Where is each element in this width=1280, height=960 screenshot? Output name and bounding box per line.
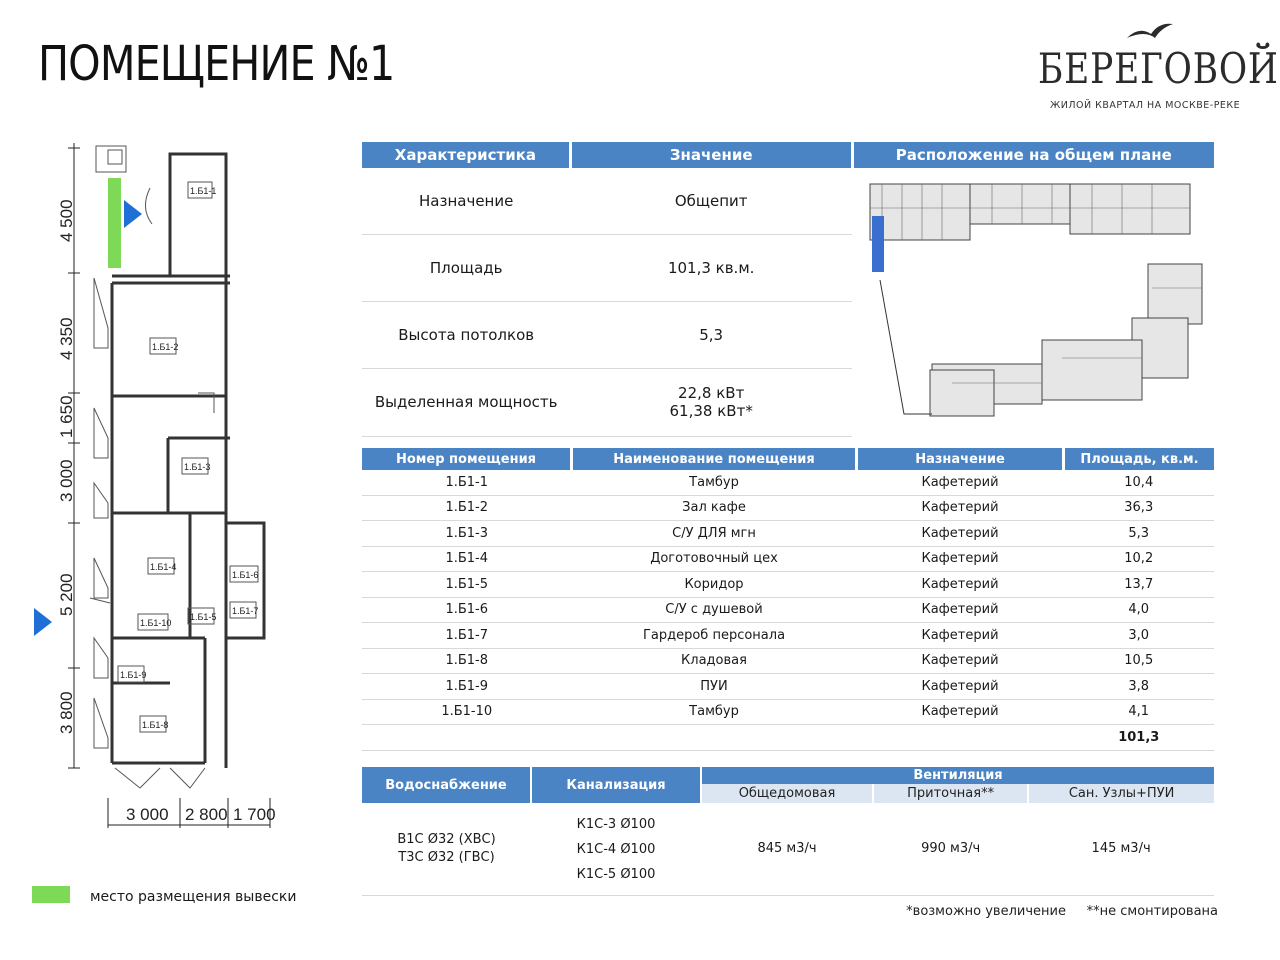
room-purpose: Кафетерий: [857, 521, 1064, 547]
room-tag: 1.Б1-9: [120, 670, 147, 680]
room-name: Доготовочный цех: [572, 546, 857, 572]
room-area: 4,0: [1064, 597, 1215, 623]
room-number: 1.Б1-4: [362, 546, 572, 572]
floor-plan: [30, 138, 280, 838]
char-value: 101,3 кв.м.: [570, 235, 852, 302]
characteristics-table: [362, 142, 1214, 437]
room-number: 1.Б1-1: [362, 470, 572, 495]
power-value-2: 61,38 кВт*: [669, 402, 753, 421]
power-value-1: 22,8 кВт: [678, 384, 745, 403]
room-tag: 1.Б1-10: [140, 618, 172, 628]
header-ventilation: Вентиляция: [701, 767, 1214, 784]
sewer-line: К1С-4 Ø100: [576, 841, 656, 857]
room-name: ПУИ: [572, 674, 857, 700]
dim-horizontal-2: 2 800: [185, 805, 228, 824]
water-line: В1С Ø32 (ХВС): [397, 832, 496, 847]
char-value: [570, 369, 852, 436]
dim-vertical-6: 3 800: [57, 691, 76, 734]
room-purpose: Кафетерий: [857, 572, 1064, 598]
room-number: 1.Б1-8: [362, 648, 572, 674]
vent-sub-1: Общедомовая: [701, 784, 873, 803]
entrance-arrow-icon: [34, 608, 52, 636]
char-key: Выделенная мощность: [362, 369, 570, 436]
vent-value: 145 м3/ч: [1028, 803, 1214, 896]
dim-vertical-1: 4 500: [57, 199, 76, 242]
header-water: Водоснабжение: [362, 767, 531, 803]
room-number: 1.Б1-7: [362, 623, 572, 649]
footnote: *возможно увеличение **не смонтирована: [906, 904, 1218, 919]
room-purpose: Кафетерий: [857, 648, 1064, 674]
room-purpose: Кафетерий: [857, 495, 1064, 521]
total-spacer: [857, 725, 1064, 751]
brand-logo: [1030, 20, 1279, 115]
total-area: 101,3: [1064, 725, 1215, 751]
table-row: [362, 495, 1214, 521]
sewer-line: К1С-3 Ø100: [576, 816, 656, 832]
site-map: [852, 168, 1214, 436]
room-tag: 1.Б1-8: [142, 720, 169, 730]
room-name: Кладовая: [572, 648, 857, 674]
water-cell: [362, 803, 531, 896]
room-name: Коридор: [572, 572, 857, 598]
room-purpose: Кафетерий: [857, 597, 1064, 623]
room-area: 10,2: [1064, 546, 1215, 572]
room-tag: 1.Б1-3: [184, 462, 211, 472]
header-room-number: Номер помещения: [362, 448, 572, 470]
room-name: Зал кафе: [572, 495, 857, 521]
room-number: 1.Б1-10: [362, 699, 572, 725]
sewer-cell: [531, 803, 701, 896]
room-tag: 1.Б1-4: [150, 562, 177, 572]
vent-sub-2: Приточная**: [873, 784, 1028, 803]
char-key: Высота потолков: [362, 302, 570, 369]
table-row: [362, 674, 1214, 700]
seagull-icon: [1125, 20, 1175, 42]
page-title: ПОМЕЩЕНИЕ №1: [38, 36, 395, 92]
engineering-table: [362, 767, 1214, 896]
room-number: 1.Б1-5: [362, 572, 572, 598]
room-tag: 1.Б1-1: [190, 186, 217, 196]
room-number: 1.Б1-2: [362, 495, 572, 521]
room-name: С/У с душевой: [572, 597, 857, 623]
room-area: 10,5: [1064, 648, 1215, 674]
char-value: Общепит: [570, 168, 852, 235]
room-area: 3,0: [1064, 623, 1215, 649]
char-key: Назначение: [362, 168, 570, 235]
header-area: Площадь, кв.м.: [1064, 448, 1215, 470]
room-area: 36,3: [1064, 495, 1215, 521]
total-spacer: [362, 725, 572, 751]
dim-vertical-4: 3 000: [57, 459, 76, 502]
table-row: [362, 521, 1214, 547]
vent-sub-3: Сан. Узлы+ПУИ: [1028, 784, 1214, 803]
room-number: 1.Б1-6: [362, 597, 572, 623]
room-area: 3,8: [1064, 674, 1215, 700]
room-area: 13,7: [1064, 572, 1215, 598]
sewer-line: К1С-5 Ø100: [576, 866, 656, 882]
header-location: Расположение на общем плане: [852, 142, 1214, 168]
table-row: [362, 546, 1214, 572]
vent-value: 990 м3/ч: [873, 803, 1028, 896]
header-characteristic: Характеристика: [362, 142, 570, 168]
dim-vertical-3: 1 650: [57, 395, 76, 438]
room-name: Гардероб персонала: [572, 623, 857, 649]
header-room-name: Наименование помещения: [572, 448, 857, 470]
room-purpose: Кафетерий: [857, 546, 1064, 572]
dim-vertical-2: 4 350: [57, 317, 76, 360]
logo-wordmark: БЕРЕГОВОЙ: [1038, 44, 1279, 93]
site-plan-drawing: [852, 168, 1214, 432]
room-number: 1.Б1-9: [362, 674, 572, 700]
room-purpose: Кафетерий: [857, 674, 1064, 700]
room-tag: 1.Б1-2: [152, 342, 179, 352]
header-sewer: Канализация: [531, 767, 701, 803]
table-row: [362, 470, 1214, 495]
room-name: С/У ДЛЯ мгн: [572, 521, 857, 547]
room-number: 1.Б1-3: [362, 521, 572, 547]
total-spacer: [572, 725, 857, 751]
char-key: Площадь: [362, 235, 570, 302]
room-tag: 1.Б1-5: [190, 612, 217, 622]
table-row: [362, 699, 1214, 725]
table-row: [362, 648, 1214, 674]
room-purpose: Кафетерий: [857, 699, 1064, 725]
signage-zone: [108, 178, 121, 268]
entrance-arrow-icon: [124, 200, 142, 228]
room-purpose: Кафетерий: [857, 623, 1064, 649]
table-row: [362, 623, 1214, 649]
table-row: [362, 597, 1214, 623]
room-area: 10,4: [1064, 470, 1215, 495]
dim-horizontal-3: 1 700: [233, 805, 276, 824]
header-value: Значение: [570, 142, 852, 168]
room-area: 5,3: [1064, 521, 1215, 547]
room-name: Тамбур: [572, 470, 857, 495]
dim-horizontal-1: 3 000: [126, 805, 169, 824]
room-area: 4,1: [1064, 699, 1215, 725]
legend-label: место размещения вывески: [90, 889, 297, 905]
rooms-table: [362, 448, 1214, 751]
water-line: Т3С Ø32 (ГВС): [398, 850, 495, 865]
room-tag: 1.Б1-6: [232, 570, 259, 580]
logo-tagline: ЖИЛОЙ КВАРТАЛ НА МОСКВЕ-РЕКЕ: [1050, 100, 1241, 111]
vent-value: 845 м3/ч: [701, 803, 873, 896]
header-purpose: Назначение: [857, 448, 1064, 470]
room-purpose: Кафетерий: [857, 470, 1064, 495]
room-name: Тамбур: [572, 699, 857, 725]
dim-vertical-5: 5 200: [57, 573, 76, 616]
room-tag: 1.Б1-7: [232, 606, 259, 616]
table-row: [362, 572, 1214, 598]
char-value: 5,3: [570, 302, 852, 369]
legend-swatch: [32, 886, 70, 903]
